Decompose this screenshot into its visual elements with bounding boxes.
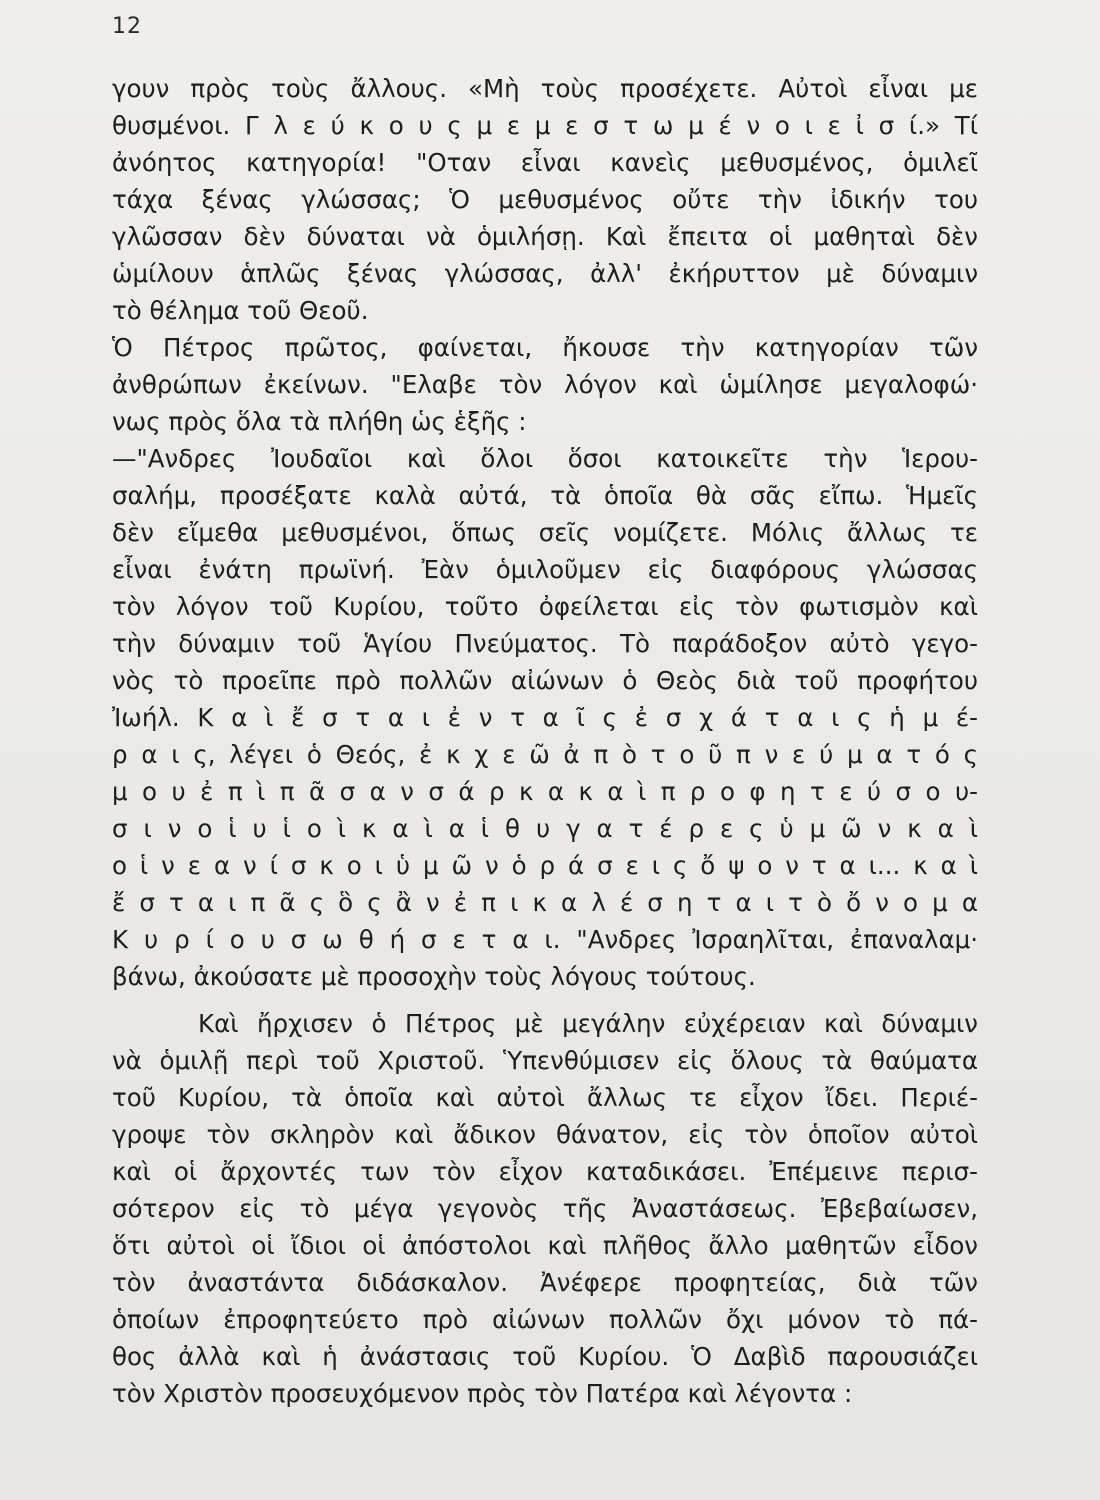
text-line: τὸ θέλημα τοῦ Θεοῦ. xyxy=(112,296,369,325)
text-line: θος ἀλλὰ καὶ ἡ ἀνάστασις τοῦ Κυρίου. Ὁ Δαβὶδ παρουσιάζει xyxy=(112,1342,978,1371)
text-line: εἶναι ἐνάτη πρωϊνή. Ἐὰν ὁμιλοῦμεν εἰς διαφόρους γλώσσας xyxy=(112,555,978,584)
text-line: τὴν δύναμιν τοῦ Ἁγίου Πνεύματος. Τὸ παράδοξον αὐτὸ γεγο- xyxy=(112,629,978,658)
text-line: καὶ οἱ ἄρχοντές των τὸν εἶχον καταδικάσει. Ἐπέμεινε περισ- xyxy=(112,1157,978,1186)
text-line: ἀνόητος κατηγορία! "Οταν εἶναι κανεὶς μεθυσμένος, ὁμιλεῖ xyxy=(112,148,978,177)
text-line: Κ υ ρ ί ο υ σ ω θ ή σ ε τ α ι. "Ανδρες Ἰσραηλῖται, ἐπαναλαμ· xyxy=(112,925,978,954)
text-line: Ἰωήλ. Κ α ὶ ἔ σ τ α ι ἐ ν τ α ῖ ς ἐ σ χ ά τ α ι ς ἡ μ έ- xyxy=(112,703,978,732)
text-line: ὁποίων ἐπροφητεύετο πρὸ αἰώνων πολλῶν ὄχι μόνον τὸ πά- xyxy=(112,1305,978,1334)
text-line: τάχα ξένας γλώσσας; Ὁ μεθυσμένος οὔτε τὴν ἰδικήν του xyxy=(112,185,978,214)
text-line: νὸς τὸ προεῖπε πρὸ πολλῶν αἰώνων ὁ Θεὸς διὰ τοῦ προφήτου xyxy=(112,666,978,695)
body-text xyxy=(112,70,978,1412)
text-line: Καὶ ἤρχισεν ὁ Πέτρος μὲ μεγάλην εὐχέρειαν καὶ δύναμιν xyxy=(198,1009,978,1038)
text-line: τὸν λόγον τοῦ Κυρίου, τοῦτο ὀφείλεται εἰς τὸν φωτισμὸν καὶ xyxy=(112,592,978,621)
text-line: γροψε τὸν σκληρὸν καὶ ἄδικον θάνατον, εἰς τὸν ὁποῖον αὐτοὶ xyxy=(112,1120,978,1149)
text-line: νως πρὸς ὅλα τὰ πλήθη ὡς ἑξῆς : xyxy=(112,407,527,436)
text-line: τοῦ Κυρίου, τὰ ὁποῖα καὶ αὐτοὶ ἄλλως τε εἶχον ἴδει. Περιέ- xyxy=(112,1083,978,1112)
text-line: ρ α ι ς, λέγει ὁ Θεός, ἐ κ χ ε ῶ ἀ π ὸ τ ο ῦ π ν ε ύ μ α τ ό ς xyxy=(112,740,978,769)
text-line: ο ἱ ν ε α ν ί σ κ ο ι ὑ μ ῶ ν ὁ ρ ά σ ε ι ς ὄ ψ ο ν τ α ι... κ α ὶ xyxy=(112,851,978,880)
page-number: 12 xyxy=(112,14,142,39)
text-line: —"Ανδρες Ἰουδαῖοι καὶ ὅλοι ὅσοι κατοικεῖτε τὴν Ἱερου- xyxy=(112,444,978,473)
text-line: τὸν ἀναστάντα διδάσκαλον. Ἀνέφερε προφητείας, διὰ τῶν xyxy=(112,1268,978,1297)
text-line: τὸν Χριστὸν προσευχόμενον πρὸς τὸν Πατέρα καὶ λέγοντα : xyxy=(112,1379,853,1408)
text-line: βάνω, ἀκούσατε μὲ προσοχὴν τοὺς λόγους τούτους. xyxy=(112,962,756,991)
text-line: ὡμίλουν ἁπλῶς ξένας γλώσσας, ἀλλ' ἐκήρυττον μὲ δύναμιν xyxy=(112,259,978,288)
text-line: δὲν εἴμεθα μεθυσμένοι, ὅπως σεῖς νομίζετε. Μόλις ἄλλως τε xyxy=(112,518,978,547)
text-line: σαλήμ, προσέξατε καλὰ αὐτά, τὰ ὁποῖα θὰ σᾶς εἴπω. Ἡμεῖς xyxy=(112,481,978,510)
text-line: θυσμένοι. Γ λ ε ύ κ ο υ ς μ ε μ ε σ τ ω μ έ ν ο ι ε ἰ σ ί.» Τί xyxy=(112,111,978,140)
text-line: νὰ ὁμιλῇ περὶ τοῦ Χριστοῦ. Ὑπενθύμισεν εἰς ὅλους τὰ θαύματα xyxy=(112,1046,978,1075)
text-line: Ὁ Πέτρος πρῶτος, φαίνεται, ἤκουσε τὴν κατηγορίαν τῶν xyxy=(112,333,978,362)
text-line: σ ι ν ο ἱ υ ἱ ο ὶ κ α ὶ α ἱ θ υ γ α τ έ ρ ε ς ὑ μ ῶ ν κ α ὶ xyxy=(112,814,978,843)
text-line: γουν πρὸς τοὺς ἄλλους. «Μὴ τοὺς προσέχετε. Αὐτοὶ εἶναι με xyxy=(112,74,978,103)
text-line: γλῶσσαν δὲν δύναται νὰ ὁμιλήσῃ. Καὶ ἔπειτα οἱ μαθηταὶ δὲν xyxy=(112,222,978,251)
text-line: ἔ σ τ α ι π ᾶ ς ὃ ς ἂ ν ἐ π ι κ α λ έ σ η τ α ι τ ὸ ὄ ν ο μ α xyxy=(112,888,978,917)
text-line: σότερον εἰς τὸ μέγα γεγονὸς τῆς Ἀναστάσεως. Ἐβεβαίωσεν, xyxy=(112,1194,978,1223)
text-line: ἀνθρώπων ἐκείνων. "Ελαβε τὸν λόγον καὶ ὡμίλησε μεγαλοφώ· xyxy=(112,370,978,399)
text-line: μ ο υ ἐ π ὶ π ᾶ σ α ν σ ά ρ κ α κ α ὶ π ρ ο φ η τ ε ύ σ ο υ- xyxy=(112,777,978,806)
text-line: ὅτι αὐτοὶ οἱ ἴδιοι οἱ ἀπόστολοι καὶ πλῆθος ἄλλο μαθητῶν εἶδον xyxy=(112,1231,978,1260)
